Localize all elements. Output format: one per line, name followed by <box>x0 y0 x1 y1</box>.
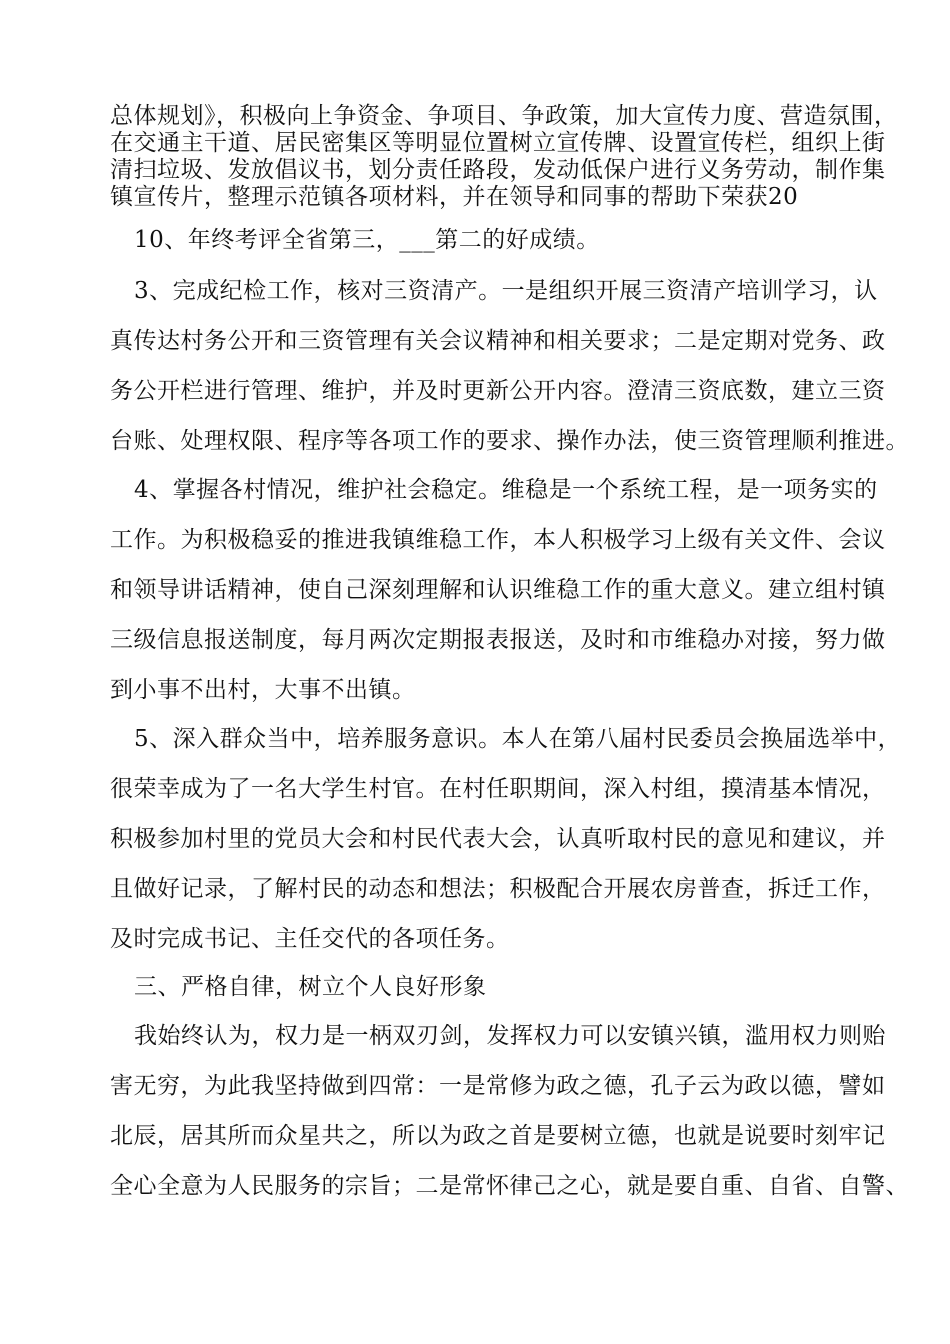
item-4-line-5: 到小事不出村，大事不出镇。 <box>110 677 416 703</box>
section-3-line-3: 北辰，居其所而众星共之，所以为政之首是要树立德，也就是说要时刻牢记 <box>110 1123 886 1149</box>
item-4-line-1: 4、掌握各村情况，维护社会稳定。维稳是一个系统工程，是一项务实的 <box>134 477 878 503</box>
item-5-line-2: 很荣幸成为了一名大学生村官。在村任职期间，深入村组，摸清基本情况， <box>110 776 886 802</box>
line-10-paragraph <box>110 215 879 265</box>
item-5-line-3: 积极参加村里的党员大会和村民代表大会，认真听取村民的意见和建议，并 <box>110 826 886 852</box>
item-5-line-5: 及时完成书记、主任交代的各项任务。 <box>110 926 510 952</box>
section-3-line-1: 我始终认为，权力是一柄双刃剑，发挥权力可以安镇兴镇，滥用权力则贻 <box>134 1023 886 1049</box>
item-4-paragraph <box>110 465 886 715</box>
section-3-line-2: 害无穷，为此我坚持做到四常：一是常修为政之德，孔子云为政以德，譬如 <box>110 1073 886 1099</box>
intro-paragraph <box>110 103 898 211</box>
intro-line-4: 镇宣传片，整理示范镇各项材料，并在领导和同事的帮助下荣获20 <box>110 184 799 210</box>
section-3-heading <box>110 962 879 1012</box>
intro-line-2: 在交通主干道、居民密集区等明显位置树立宣传牌、设置宣传栏，组织上街 <box>110 130 886 156</box>
line-10-text: 10、年终考评全省第三，___第二的好成绩。 <box>134 227 600 253</box>
item-5-line-1: 5、深入群众当中，培养服务意识。本人在第八届村民委员会换届选举中， <box>134 726 902 752</box>
item-3-line-1: 3、完成纪检工作，核对三资清产。一是组织开展三资清产培训学习，认 <box>134 278 878 304</box>
item-3-paragraph <box>110 266 909 466</box>
intro-line-1: 总体规划》，积极向上争资金、争项目、争政策，加大宣传力度、营造氛围， <box>110 103 898 129</box>
item-4-line-4: 三级信息报送制度，每月两次定期报表报送，及时和市维稳办对接，努力做 <box>110 627 886 653</box>
section-3-line-4: 全心全意为人民服务的宗旨；二是常怀律己之心，就是要自重、自省、自警、 <box>110 1173 909 1199</box>
item-5-line-4: 且做好记录，了解村民的动态和想法；积极配合开展农房普查，拆迁工作， <box>110 876 886 902</box>
section-3-heading-text: 三、严格自律，树立个人良好形象 <box>134 974 487 1000</box>
intro-line-3: 清扫垃圾、发放倡议书，划分责任路段，发动低保户进行义务劳动，制作集 <box>110 157 886 183</box>
item-4-line-2: 工作。为积极稳妥的推进我镇维稳工作，本人积极学习上级有关文件、会议 <box>110 527 886 553</box>
item-3-line-2: 真传达村务公开和三资管理有关会议精神和相关要求；二是定期对党务、政 <box>110 328 886 354</box>
item-3-line-3: 务公开栏进行管理、维护，并及时更新公开内容。澄清三资底数，建立三资 <box>110 378 886 404</box>
item-3-line-4: 台账、处理权限、程序等各项工作的要求、操作办法，使三资管理顺利推进。 <box>110 428 909 454</box>
item-5-paragraph <box>110 714 902 964</box>
item-4-line-3: 和领导讲话精神，使自己深刻理解和认识维稳工作的重大意义。建立组村镇 <box>110 577 886 603</box>
section-3-paragraph <box>110 1011 909 1211</box>
